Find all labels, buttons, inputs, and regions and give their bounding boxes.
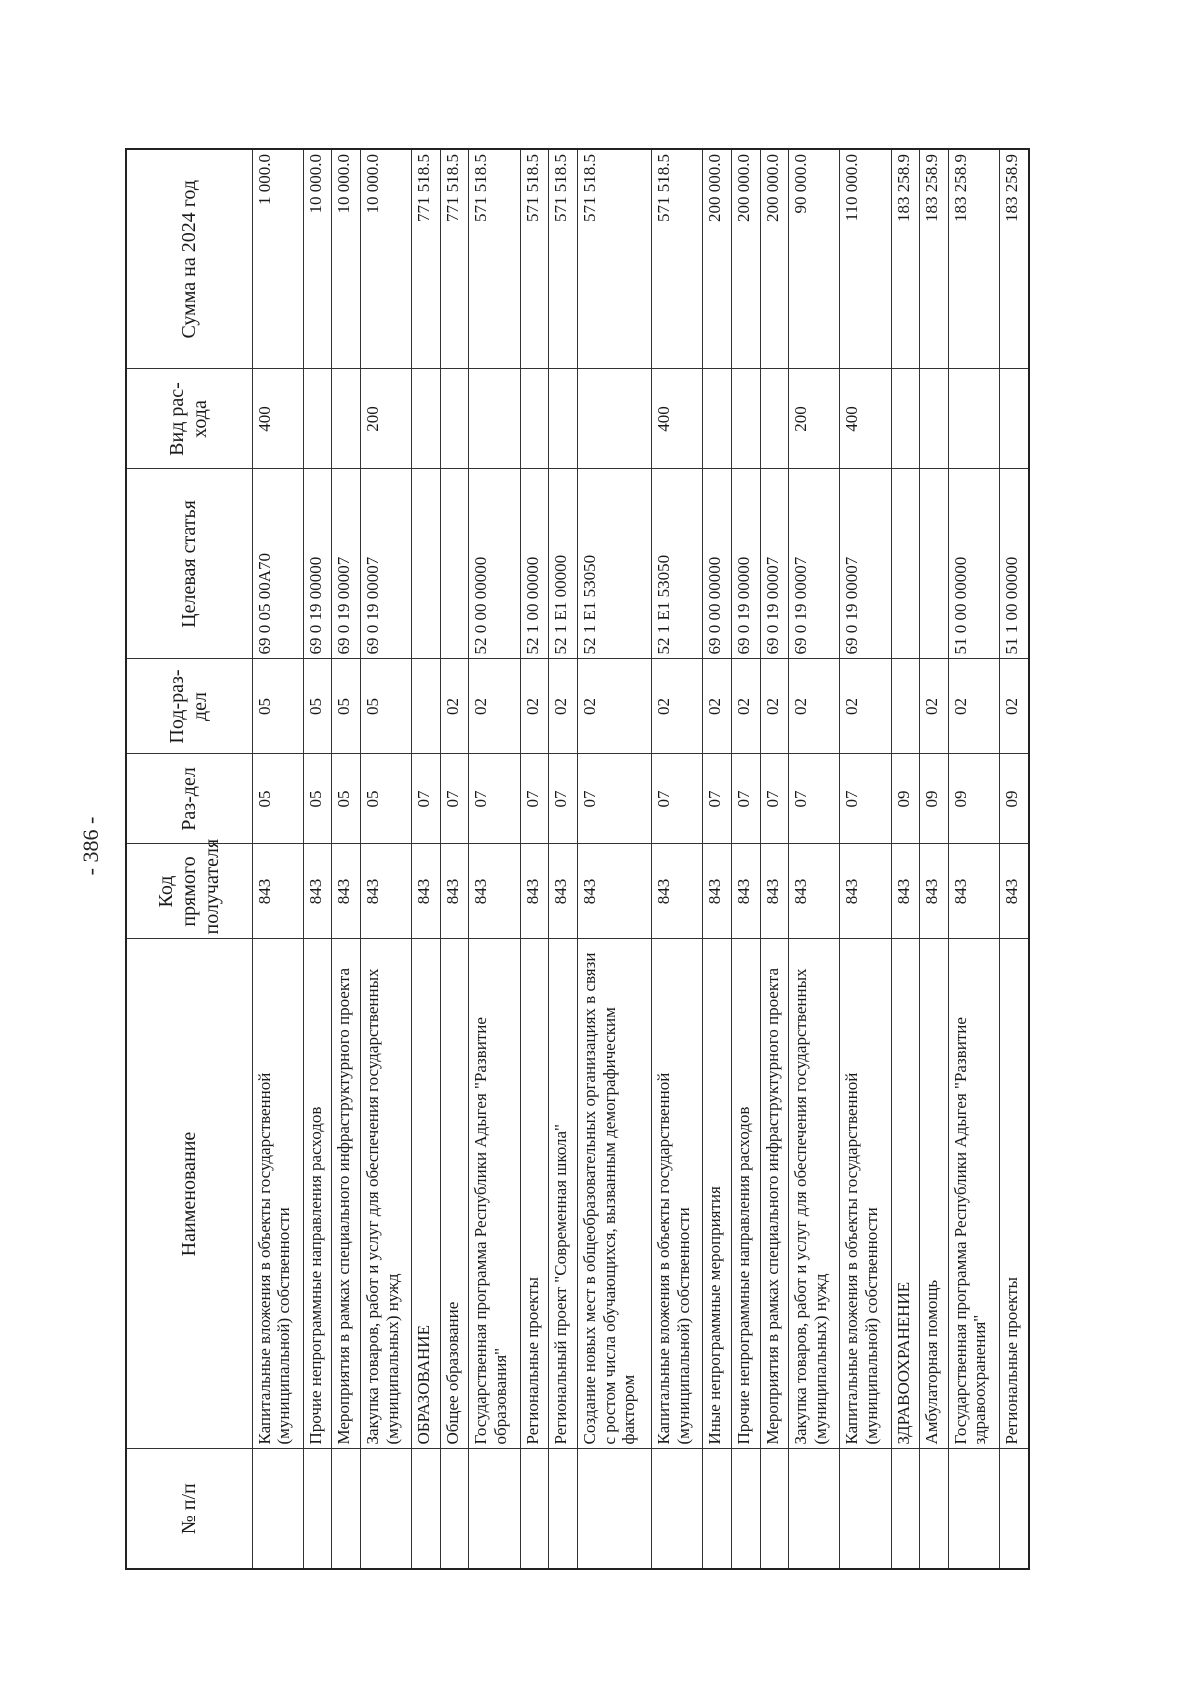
row-target-cell: 69 0 19 00007 <box>760 469 789 659</box>
row-name-cell: Общее образование <box>440 939 469 1449</box>
row-expense-type-cell: 200 <box>360 369 411 469</box>
row-section-cell: 09 <box>920 754 949 844</box>
table-row <box>789 149 840 1569</box>
row-expense-type-cell: 200 <box>789 369 840 469</box>
row-section-cell: 07 <box>703 754 732 844</box>
row-subsection-cell: 02 <box>789 659 840 754</box>
row-amount-cell: 771 518.5 <box>440 149 469 369</box>
row-number-cell <box>577 1449 651 1569</box>
row-name-cell: Капитальные вложения в объекты государственной (муниципальной) собственности <box>840 939 891 1449</box>
row-amount-cell: 10 000.0 <box>303 149 332 369</box>
row-amount-cell: 183 258.9 <box>920 149 949 369</box>
row-subsection-cell: 02 <box>760 659 789 754</box>
row-recipient-code-cell: 843 <box>948 844 999 939</box>
row-subsection-cell: 02 <box>440 659 469 754</box>
row-amount-cell: 571 518.5 <box>520 149 549 369</box>
row-amount-cell: 200 000.0 <box>731 149 760 369</box>
row-recipient-code-cell: 843 <box>360 844 411 939</box>
row-name-cell: Региональный проект "Современная школа" <box>549 939 578 1449</box>
row-name-cell: Закупка товаров, работ и услуг для обеспечения государственных (муниципальных) нужд <box>360 939 411 1449</box>
row-target-cell: 69 0 19 00000 <box>731 469 760 659</box>
row-amount-cell: 771 518.5 <box>412 149 441 369</box>
budget-table <box>125 148 1030 1570</box>
row-number-cell <box>840 1449 891 1569</box>
row-target-cell <box>440 469 469 659</box>
row-target-cell: 51 0 00 00000 <box>948 469 999 659</box>
table-row <box>440 149 469 1569</box>
row-number-cell <box>1000 1449 1029 1569</box>
table-row <box>360 149 411 1569</box>
row-amount-cell: 200 000.0 <box>703 149 732 369</box>
row-number-cell <box>469 1449 520 1569</box>
row-section-cell: 07 <box>469 754 520 844</box>
row-recipient-code-cell: 843 <box>1000 844 1029 939</box>
row-section-cell: 09 <box>891 754 920 844</box>
row-amount-cell: 10 000.0 <box>332 149 361 369</box>
row-expense-type-cell <box>1000 369 1029 469</box>
row-section-cell: 07 <box>520 754 549 844</box>
row-number-cell <box>760 1449 789 1569</box>
row-subsection-cell: 02 <box>520 659 549 754</box>
row-amount-cell: 183 258.9 <box>891 149 920 369</box>
row-expense-type-cell <box>440 369 469 469</box>
header-section: Раз-дел <box>126 754 252 844</box>
row-expense-type-cell: 400 <box>252 369 303 469</box>
table-row <box>731 149 760 1569</box>
row-expense-type-cell <box>549 369 578 469</box>
row-target-cell <box>412 469 441 659</box>
row-section-cell: 07 <box>840 754 891 844</box>
row-expense-type-cell <box>332 369 361 469</box>
row-section-cell: 07 <box>652 754 703 844</box>
row-expense-type-cell <box>891 369 920 469</box>
row-target-cell: 52 1 00 00000 <box>520 469 549 659</box>
row-recipient-code-cell: 843 <box>332 844 361 939</box>
row-section-cell: 05 <box>332 754 361 844</box>
row-name-cell: Региональные проекты <box>520 939 549 1449</box>
row-target-cell: 52 1 Е1 00000 <box>549 469 578 659</box>
table-row <box>520 149 549 1569</box>
row-expense-type-cell <box>948 369 999 469</box>
table-row <box>703 149 732 1569</box>
row-section-cell: 09 <box>948 754 999 844</box>
table-row <box>332 149 361 1569</box>
row-target-cell: 69 0 19 00000 <box>303 469 332 659</box>
table-row <box>303 149 332 1569</box>
row-section-cell: 05 <box>360 754 411 844</box>
row-number-cell <box>891 1449 920 1569</box>
row-number-cell <box>520 1449 549 1569</box>
row-number-cell <box>920 1449 949 1569</box>
table-row <box>577 149 651 1569</box>
row-section-cell: 05 <box>252 754 303 844</box>
row-section-cell: 07 <box>577 754 651 844</box>
row-name-cell: Капитальные вложения в объекты государственной (муниципальной) собственности <box>252 939 303 1449</box>
table-row <box>920 149 949 1569</box>
row-section-cell: 07 <box>412 754 441 844</box>
row-name-cell: Государственная программа Республики Адыгея "Развитие здравоохранения" <box>948 939 999 1449</box>
row-target-cell: 69 0 19 00007 <box>332 469 361 659</box>
row-number-cell <box>549 1449 578 1569</box>
row-target-cell <box>891 469 920 659</box>
row-section-cell: 09 <box>1000 754 1029 844</box>
row-subsection-cell: 02 <box>1000 659 1029 754</box>
table-row <box>891 149 920 1569</box>
row-amount-cell: 571 518.5 <box>652 149 703 369</box>
row-section-cell: 07 <box>760 754 789 844</box>
row-number-cell <box>731 1449 760 1569</box>
row-subsection-cell: 02 <box>469 659 520 754</box>
row-recipient-code-cell: 843 <box>549 844 578 939</box>
row-name-cell: Закупка товаров, работ и услуг для обеспечения государственных (муниципальных) нужд <box>789 939 840 1449</box>
table-row <box>948 149 999 1569</box>
row-expense-type-cell <box>303 369 332 469</box>
row-subsection-cell: 02 <box>652 659 703 754</box>
table-row <box>412 149 441 1569</box>
row-section-cell: 07 <box>789 754 840 844</box>
row-subsection-cell: 02 <box>840 659 891 754</box>
row-target-cell: 52 0 00 00000 <box>469 469 520 659</box>
table-row <box>840 149 891 1569</box>
row-amount-cell: 200 000.0 <box>760 149 789 369</box>
row-recipient-code-cell: 843 <box>520 844 549 939</box>
row-subsection-cell: 05 <box>332 659 361 754</box>
row-number-cell <box>360 1449 411 1569</box>
row-subsection-cell <box>891 659 920 754</box>
row-recipient-code-cell: 843 <box>731 844 760 939</box>
row-recipient-code-cell: 843 <box>440 844 469 939</box>
table-row <box>549 149 578 1569</box>
header-amount: Сумма на 2024 год <box>126 149 252 369</box>
row-subsection-cell <box>412 659 441 754</box>
row-subsection-cell: 05 <box>303 659 332 754</box>
row-name-cell: Создание новых мест в общеобразовательных организациях в связи с ростом числа обучающихся, вызванным демографическим фактором <box>577 939 651 1449</box>
row-recipient-code-cell: 843 <box>760 844 789 939</box>
row-target-cell <box>920 469 949 659</box>
row-subsection-cell: 02 <box>577 659 651 754</box>
row-recipient-code-cell: 843 <box>891 844 920 939</box>
row-recipient-code-cell: 843 <box>652 844 703 939</box>
row-target-cell: 69 0 19 00007 <box>789 469 840 659</box>
row-recipient-code-cell: 843 <box>703 844 732 939</box>
row-name-cell: Капитальные вложения в объекты государственной (муниципальной) собственности <box>652 939 703 1449</box>
row-recipient-code-cell: 843 <box>303 844 332 939</box>
table-row <box>469 149 520 1569</box>
row-number-cell <box>703 1449 732 1569</box>
row-number-cell <box>440 1449 469 1569</box>
table-row <box>760 149 789 1569</box>
row-expense-type-cell <box>920 369 949 469</box>
row-number-cell <box>412 1449 441 1569</box>
row-expense-type-cell <box>520 369 549 469</box>
row-expense-type-cell: 400 <box>840 369 891 469</box>
row-expense-type-cell <box>731 369 760 469</box>
row-number-cell <box>332 1449 361 1569</box>
header-recipient-code: Код прямого получателя <box>126 844 252 939</box>
row-amount-cell: 1 000.0 <box>252 149 303 369</box>
row-amount-cell: 571 518.5 <box>577 149 651 369</box>
table-row <box>652 149 703 1569</box>
row-target-cell: 69 0 19 00007 <box>360 469 411 659</box>
row-name-cell: Иные непрограммные мероприятия <box>703 939 732 1449</box>
row-name-cell: Государственная программа Республики Адыгея "Развитие образования" <box>469 939 520 1449</box>
row-subsection-cell: 02 <box>703 659 732 754</box>
row-name-cell: Прочие непрограммные направления расходов <box>731 939 760 1449</box>
row-number-cell <box>789 1449 840 1569</box>
header-name: Наименование <box>126 939 252 1449</box>
row-section-cell: 05 <box>303 754 332 844</box>
row-expense-type-cell <box>469 369 520 469</box>
row-expense-type-cell <box>703 369 732 469</box>
row-number-cell <box>948 1449 999 1569</box>
row-target-cell: 51 1 00 00000 <box>1000 469 1029 659</box>
row-recipient-code-cell: 843 <box>840 844 891 939</box>
row-expense-type-cell <box>412 369 441 469</box>
row-target-cell: 69 0 19 00007 <box>840 469 891 659</box>
row-recipient-code-cell: 843 <box>412 844 441 939</box>
header-expense-type: Вид рас-хода <box>126 369 252 469</box>
header-no: № п/п <box>126 1449 252 1569</box>
row-section-cell: 07 <box>440 754 469 844</box>
row-recipient-code-cell: 843 <box>252 844 303 939</box>
row-number-cell <box>252 1449 303 1569</box>
table-row <box>1000 149 1029 1569</box>
row-amount-cell: 183 258.9 <box>948 149 999 369</box>
row-number-cell <box>303 1449 332 1569</box>
row-name-cell: Региональные проекты <box>1000 939 1029 1449</box>
row-amount-cell: 90 000.0 <box>789 149 840 369</box>
row-subsection-cell: 02 <box>948 659 999 754</box>
row-subsection-cell: 02 <box>549 659 578 754</box>
row-name-cell: ЗДРАВООХРАНЕНИЕ <box>891 939 920 1449</box>
table-header-row <box>126 149 252 1569</box>
row-recipient-code-cell: 843 <box>789 844 840 939</box>
table-row <box>252 149 303 1569</box>
row-recipient-code-cell: 843 <box>577 844 651 939</box>
row-section-cell: 07 <box>549 754 578 844</box>
row-amount-cell: 571 518.5 <box>549 149 578 369</box>
row-subsection-cell: 05 <box>360 659 411 754</box>
row-name-cell: ОБРАЗОВАНИЕ <box>412 939 441 1449</box>
row-amount-cell: 110 000.0 <box>840 149 891 369</box>
row-target-cell: 52 1 Е1 53050 <box>652 469 703 659</box>
row-recipient-code-cell: 843 <box>469 844 520 939</box>
row-section-cell: 07 <box>731 754 760 844</box>
header-subsection: Под-раз-дел <box>126 659 252 754</box>
table-body <box>252 149 1029 1569</box>
row-expense-type-cell <box>760 369 789 469</box>
row-expense-type-cell <box>577 369 651 469</box>
row-subsection-cell: 05 <box>252 659 303 754</box>
row-number-cell <box>652 1449 703 1569</box>
row-name-cell: Прочие непрограммные направления расходов <box>303 939 332 1449</box>
row-name-cell: Амбулаторная помощь <box>920 939 949 1449</box>
row-recipient-code-cell: 843 <box>920 844 949 939</box>
row-subsection-cell: 02 <box>731 659 760 754</box>
row-name-cell: Мероприятия в рамках специального инфраструктурного проекта <box>760 939 789 1449</box>
row-expense-type-cell: 400 <box>652 369 703 469</box>
row-target-cell: 69 0 05 00А70 <box>252 469 303 659</box>
row-name-cell: Мероприятия в рамках специального инфраструктурного проекта <box>332 939 361 1449</box>
rotated-table-container <box>125 150 1030 1570</box>
row-amount-cell: 10 000.0 <box>360 149 411 369</box>
row-target-cell: 69 0 00 00000 <box>703 469 732 659</box>
row-amount-cell: 183 258.9 <box>1000 149 1029 369</box>
row-target-cell: 52 1 Е1 53050 <box>577 469 651 659</box>
row-amount-cell: 571 518.5 <box>469 149 520 369</box>
page-number: - 386 - <box>78 816 103 876</box>
row-subsection-cell: 02 <box>920 659 949 754</box>
header-target: Целевая статья <box>126 469 252 659</box>
